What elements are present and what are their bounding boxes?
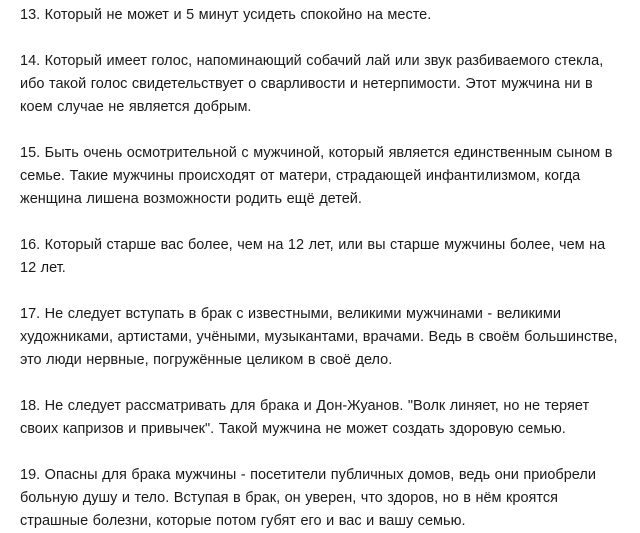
- paragraph-14: 14. Который имеет голос, напоминающий собачий лай или звук разбиваемого стекла, ибо такой голос свидетельствует о сварливости и нетерпимости. Этот мужчина ни в коем случае не является добрым.: [20, 53, 604, 115]
- paragraph-17: 17. Не следует вступать в брак с известными, великими мужчинами - великими художниками, артистами, учёными, музыкантами, врачами. Ведь в своём большинстве, это люди нервные, погружённые целиком в своё дело.: [20, 306, 618, 368]
- paragraph-15: 15. Быть очень осмотрительной с мужчиной, который является единственным сыном в семье. Такие мужчины происходят от матери, страдающей инфантилизмом, когда женщина лишена возможности родить ещё детей.: [20, 145, 613, 207]
- paragraph-18: 18. Не следует рассматривать для брака и Дон-Жуанов. "Волк линяет, но не теряет своих капризов и привычек". Такой мужчина не может создать здоровую семью.: [20, 398, 590, 437]
- paragraph-16: 16. Который старше вас более, чем на 12 лет, или вы старше мужчины более, чем на 12 лет.: [20, 237, 606, 276]
- paragraph-19: 19. Опасны для брака мужчины - посетители публичных домов, ведь они приобрели больную душу и тело. Вступая в брак, он уверен, что здоров, но в нём кроятся страшные болезни, которые потом губят его и вас и вашу семью.: [20, 467, 596, 529]
- paragraph-13: 13. Который не может и 5 минут усидеть спокойно на месте.: [20, 7, 432, 23]
- document-body: [20, 4, 620, 533]
